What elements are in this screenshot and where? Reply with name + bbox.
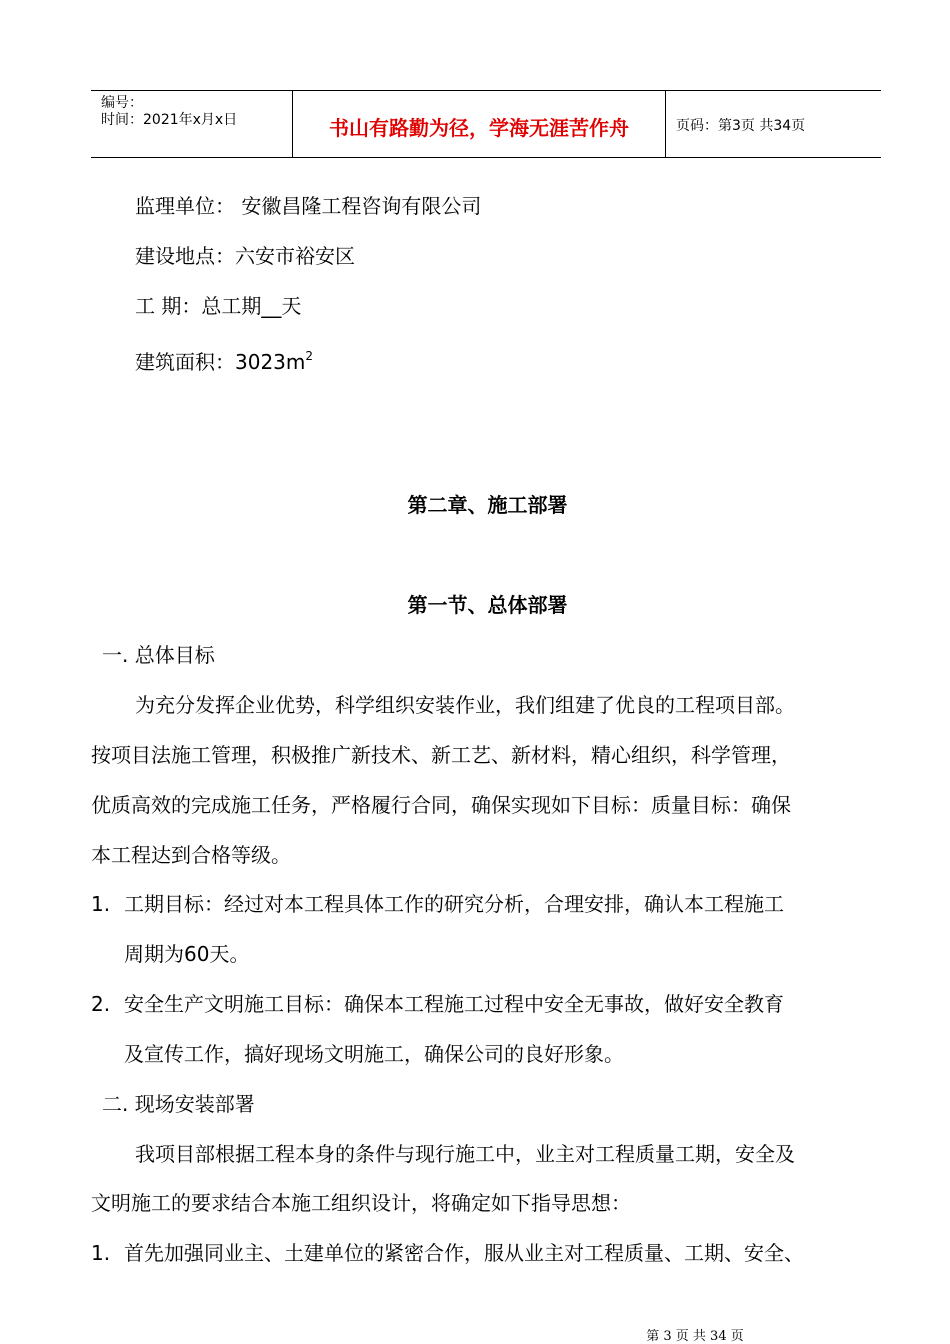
part1-item1-line: 工期目标：经过对本工程具体工作的研究分析，合理安排，确认本工程施工 [124,892,784,916]
part1-item2-line: 安全生产文明施工目标：确保本工程施工过程中安全无事故，做好安全教育 [124,992,784,1016]
location-line: 建设地点：六安市裕安区 [135,244,355,268]
duration-line: 工 期：总工期__天 [135,294,302,318]
part1-para-line: 本工程达到合格等级。 [91,843,291,867]
area-line [135,344,313,374]
part2-para-line: 我项目部根据工程本身的条件与现行施工中，业主对工程质量工期，安全及 [135,1142,795,1166]
area-value: 建筑面积：3023m [135,350,306,374]
part2-para-line: 文明施工的要求结合本施工组织设计，将确定如下指导思想： [91,1191,631,1215]
section-title: 第一节、总体部署 [407,593,568,617]
part1-para-line: 按项目法施工管理，积极推广新技术、新工艺、新材料，精心组织，科学管理， [91,743,791,767]
part1-item1-number: 1. [91,892,111,916]
number-label: 编号： [101,95,143,111]
chapter-title: 第二章、施工部署 [407,493,568,517]
header-meta [91,91,293,157]
part2-item1-line: 首先加强同业主、土建单位的紧密合作，服从业主对工程质量、工期、安全、 [124,1241,804,1265]
page-header [91,90,881,158]
area-superscript: 2 [305,349,314,363]
part1-para-line: 为充分发挥企业优势，科学组织安装作业，我们组建了优良的工程项目部。 [135,693,795,717]
supervisor-line: 监理单位： 安徽昌隆工程咨询有限公司 [135,194,482,218]
header-page-info: 页码：第3页 共34页 [676,118,806,134]
part2-title: 二. 现场安装部署 [102,1092,255,1116]
header-motto: 书山有路勤为径，学海无涯苦作舟 [293,91,666,157]
time-label: 时间：2021年x月x日 [101,112,238,128]
page-footer: 第 3 页 共 34 页 [646,1329,744,1344]
part1-item1-line: 周期为60天。 [124,942,250,966]
part1-item2-number: 2. [91,992,111,1016]
part1-para-line: 优质高效的完成施工任务，严格履行合同，确保实现如下目标：质量目标：确保 [91,793,791,817]
part1-title: 一. 总体目标 [102,643,215,667]
part1-item2-line: 及宣传工作，搞好现场文明施工，确保公司的良好形象。 [124,1042,624,1066]
part2-item1-number: 1. [91,1241,111,1265]
